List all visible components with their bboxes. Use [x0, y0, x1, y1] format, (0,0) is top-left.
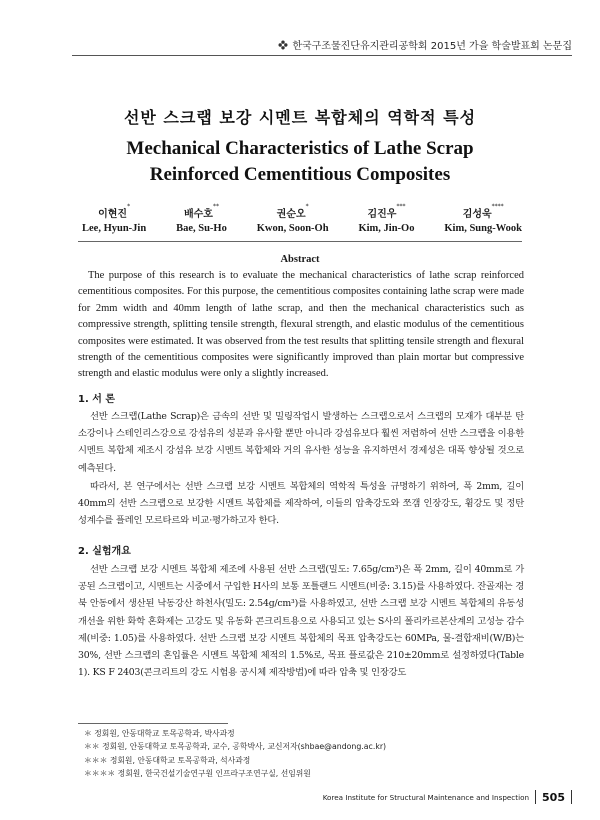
footnote-item: ＊＊ 정회원, 안동대학교 토목공학과, 교수, 공학박사, 교신저자(shbae@andong.ac.kr) [84, 742, 387, 752]
author-name-en: Bae, Su-Ho [176, 223, 227, 234]
header-rule [72, 55, 572, 56]
author-name-ko: 이현진 [98, 209, 128, 220]
authors-rule [78, 241, 522, 242]
running-header [278, 37, 572, 52]
paragraph-introduction-1: 선반 스크랩(Lathe Scrap)은 금속의 선반 및 밀링작업시 발생하는 스크랩으로서 스크랩의 모재가 대부분 탄소강이나 스테인리스강으로 강섬유의 성분과 유사할 뿐만 아니라 강섬유보다 훨씬 저렴하여 선반 스크랩을 이용한 시멘트 복합체 제조시 강섬유 보강 시멘트 복합체와 거의 유사한 성능을 유지하면서 경제성은 대폭 향상될 것으로 예측된다. [78, 411, 524, 474]
title-korean: 선반 스크랩 보강 시멘트 복합체의 역학적 특성 [123, 108, 477, 127]
author-mark: * [305, 203, 309, 210]
paragraph-introduction-2: 따라서, 본 연구에서는 선반 스크랩 보강 시멘트 복합체의 역학적 특성을 규명하기 위하여, 폭 2mm, 길이 40mm의 선반 스크랩으로 보강한 시멘트 복합체를 제작하여, 이들의 압축강도와 쪼갬 인장강도, 휨강도 및 정탄성계수를 플레인 모르타르와 비교·평가하고자 한다. [78, 481, 524, 527]
author-list [82, 205, 522, 234]
author [176, 205, 227, 234]
author [358, 205, 414, 234]
author-name-ko: 김진우 [367, 209, 397, 220]
author [257, 205, 329, 234]
author-mark: *** [396, 203, 406, 210]
footnote-item: ＊＊＊ 정회원, 안동대학교 토목공학과, 석사과정 [84, 755, 251, 765]
abstract-text: The purpose of this research is to evaluate the mechanical characteristics of lathe scrap reinforced cementitious composites. For this purpose, the cementitious composites containing lathe scrap were made for 2mm width and 40mm length of lathe scrap, and then the mechanical characteristics such as compressive strength, splitting tensile strength, flexural strength, and elastic modulus of the cementitious composites were estimated. It was observed from the test results that splitting tensile strength and flexural strength of the cementitious composites were significantly improved than plain mortar but compressive strength and elastic modulus were only a slightly increased. [78, 270, 524, 380]
author-name-en: Lee, Hyun-Jin [82, 223, 147, 234]
author-name-ko: 김성욱 [462, 209, 492, 220]
footnote-item: ＊ 정회원, 안동대학교 토목공학과, 박사과정 [84, 729, 235, 738]
flower-decoration-icon [278, 40, 288, 50]
author [82, 205, 146, 234]
author-mark: * [127, 203, 131, 210]
footnote-rule [78, 723, 228, 724]
title-english: Mechanical Characteristics of Lathe Scrap Reinforced Cementitious Composites [126, 138, 474, 185]
footer-institute: Korea Institute for Structural Maintenance and Inspection [322, 792, 530, 802]
page-footer [323, 790, 572, 804]
footnote-list [84, 727, 386, 781]
author-name-ko: 권순오 [276, 209, 306, 220]
author-name-en: Kim, Jin-Oo [358, 223, 415, 234]
author-name-en: Kim, Sung-Wook [444, 223, 522, 234]
footnote-item: ＊＊＊＊ 정회원, 한국건설기술연구원 인프라구조연구실, 선임위원 [84, 769, 311, 779]
header-text: 한국구조물진단유지관리공학회 2015년 가을 학술발표회 논문집 [292, 41, 572, 52]
page-number: 505 [542, 790, 565, 804]
section-heading-introduction: 1. 서 론 [78, 394, 116, 405]
author-name-ko: 배수호 [183, 209, 213, 220]
author [444, 205, 522, 234]
author-mark: ** [212, 203, 219, 210]
paragraph-experiment: 선반 스크랩 보강 시멘트 복합체 제조에 사용된 선반 스크랩(밀도: 7.65g/cm³)은 폭 2mm, 길이 40mm로 가공된 스크랩이고, 시멘트는 시중에서 구입한 H사의 보통 포틀랜드 시멘트(비중: 3.15)를 사용하였다. 잔골재는 경북 안동에서 생산된 낙동강산 하천사(밀도: 2.54g/cm³)를 사용하였고, 선반 스크랩 보강 시멘트 복합체의 유동성 개선을 위한 화학 혼화제는 고강도 및 유동화 콘크리트용으로 사용되고 있는 S사의 폴리카르본산계의 고성능 감수제(비중: 1.05)를 사용하였다. 선반 스크랩 보강 시멘트 복합체의 목표 압축강도는 60MPa, 물-결합재비(W/B)는 30%, 선반 스크랩의 혼입률은 시멘트 복합체 체적의 1.5%로, 목표 플로값은 210±20mm로 설정하였다(Table 1). KS F 2403(콘크리트의 강도 시험용 공시체 제작방법)에 따라 압축 및 인장강도 [78, 564, 524, 679]
author-mark: **** [491, 203, 504, 210]
author-name-en: Kwon, Soon-Oh [256, 223, 329, 234]
section-heading-experiment: 2. 실험개요 [78, 546, 131, 557]
footer-divider [535, 790, 536, 804]
abstract-heading: Abstract [280, 254, 320, 265]
footer-divider [571, 790, 572, 804]
